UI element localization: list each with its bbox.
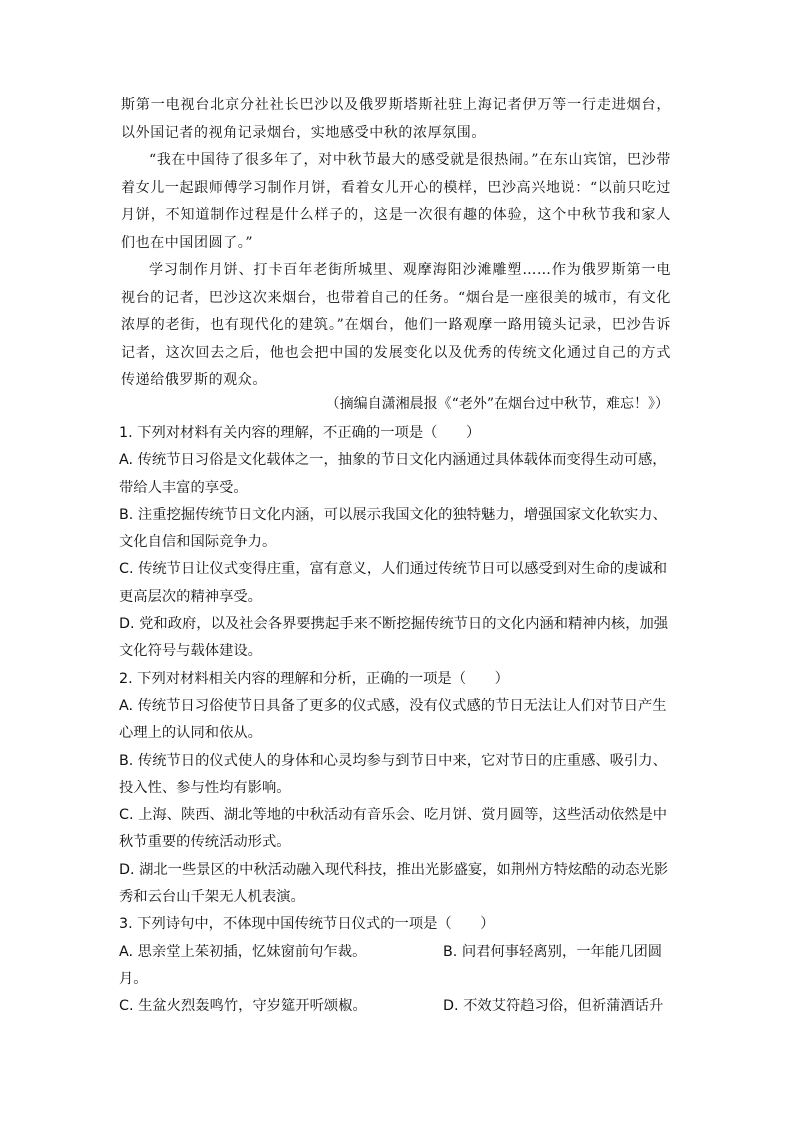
option-b-continued: 月。 [119, 970, 148, 987]
option-d: D. 湖北一些景区的中秋活动融入现代科技，推出光影盛宴，如荆州方特炫酷的动态光影秀和云台山千架无人机表演。 [119, 861, 669, 906]
question-list [119, 420, 675, 1021]
question-1 [119, 420, 675, 666]
option-c: C. 上海、陕西、湖北等地的中秋活动有音乐会、吃月饼、赏月圆等，这些活动依然是中秋节重要的传统活动形式。 [119, 807, 668, 851]
option-d: D. 不效艾符趋习俗，但祈蒲酒话升 [443, 998, 664, 1015]
passage-paragraph: 学习制作月饼、打卡百年老街所城里、观摩海阳沙滩雕塑……作为俄罗斯第一电视台的记者，巴沙这次来烟台，也带着自己的任务。“烟台是一座很美的城市，有文化浓厚的老街，也有现代化的建筑。”在烟台，他们一路观摩一路用镜头记录，巴沙告诉记者，这次回去之后，他也会把中国的发展变化以及优秀的传统文化通过自己的方式传递给俄罗斯的观众。 [121, 262, 671, 388]
question-3 [119, 911, 675, 1020]
option-b: B. 传统节日的仪式使人的身体和心灵均参与到节日中来，它对节日的庄重感、吸引力、投入性、参与性均有影响。 [119, 752, 667, 796]
question-2 [119, 666, 675, 912]
option-a: A. 传统节日习俗是文化载体之一，抽象的节日文化内涵通过具体载体而变得生动可感，带给人丰富的享受。 [119, 452, 667, 496]
question-stem: 3. 下列诗句中，不体现中国传统节日仪式的一项是（ ） [119, 916, 495, 933]
passage-paragraph: 斯第一电视台北京分社社长巴沙以及俄罗斯塔斯社驻上海记者伊万等一行走进烟台，以外国记者的视角记录烟台，实地感受中秋的浓厚氛围。 [121, 97, 671, 141]
options-row-cd [119, 993, 675, 1020]
reading-passage [121, 92, 671, 395]
option-a: A. 思亲堂上茱初插，忆妹窗前句乍裁。 [119, 943, 367, 960]
question-stem: 1. 下列对材料有关内容的理解，不正确的一项是（ ） [119, 425, 481, 441]
option-a: A. 传统节日习俗使节日具备了更多的仪式感，没有仪式感的节日无法让人们对节日产生心理上的认同和依从。 [119, 697, 667, 742]
option-b: B. 问君何事轻离别，一年能几团圆 [443, 943, 663, 960]
question-stem: 2. 下列对材料相关内容的理解和分析，正确的一项是（ ） [119, 670, 509, 687]
passage-paragraph: “我在中国待了很多年了，对中秋节最大的感受就是很热闹。”在东山宾馆，巴沙带着女儿一起跟师傅学习制作月饼，看着女儿开心的模样，巴沙高兴地说：“以前只吃过月饼，不知道制作过程是什么样子的，这是一次很有趣的体验，这个中秋节我和家人们也在中国团圆了。” [121, 152, 671, 251]
option-c: C. 传统节日让仪式变得庄重，富有意义，人们通过传统节日可以感受到对生命的虔诚和更高层次的精神享受。 [119, 561, 668, 605]
options-row-ab [119, 939, 675, 966]
source-citation: （摘编自潇湘晨报《“老外”在烟台过中秋节，难忘！》） [325, 396, 669, 412]
option-b: B. 注重挖掘传统节日文化内涵，可以展示我国文化的独特魅力，增强国家文化软实力、文化自信和国际竞争力。 [119, 506, 667, 551]
option-c: C. 生盆火烈轰鸣竹，守岁筵开听颂椒。 [119, 998, 367, 1015]
option-d: D. 党和政府，以及社会各界要携起手来不断挖掘传统节日的文化内涵和精神内核，加强文化符号与载体建设。 [119, 616, 669, 660]
